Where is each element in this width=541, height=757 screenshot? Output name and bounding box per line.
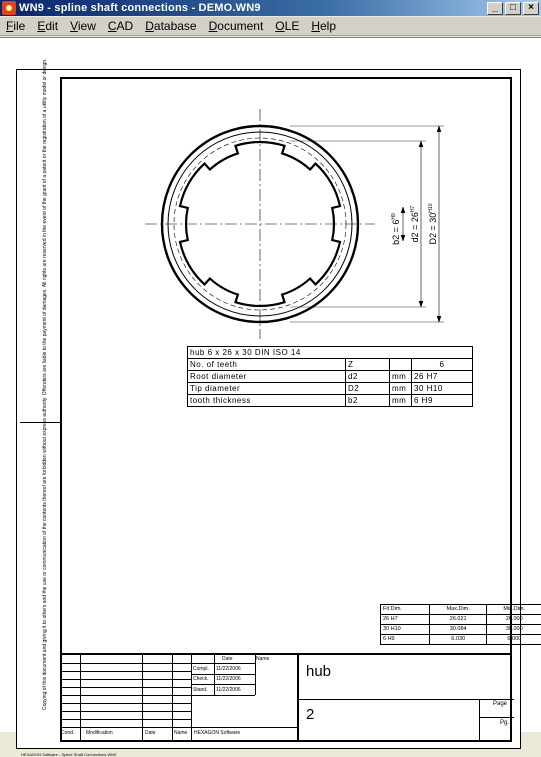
label-cond: Cond. (61, 730, 74, 736)
param-unit: mm (390, 383, 412, 395)
menu-view[interactable] (64, 19, 102, 33)
grid-line (479, 717, 514, 718)
menu-ole[interactable] (269, 19, 305, 33)
fit-header-row (381, 605, 541, 615)
fit-cell: 30.000 (487, 625, 541, 635)
menu-cad-key: C (108, 19, 117, 33)
close-button[interactable]: × (523, 2, 539, 15)
dim-line-d2-arrow-top (419, 141, 423, 147)
label-compl: Compl. (193, 666, 209, 672)
param-row (188, 371, 473, 383)
param-value: 6 H9 (412, 395, 473, 407)
menu-database[interactable] (139, 19, 202, 33)
dim-D2-tol: H10 (428, 203, 434, 212)
part-name: hub (306, 663, 331, 680)
label-modification: Modification (86, 730, 113, 736)
dim-line-b2-arrow-top (401, 207, 405, 213)
menu-document-key: D (209, 19, 218, 33)
grid-line (192, 663, 255, 664)
side-divider (20, 422, 60, 423)
dim-line-b2-arrow-bottom (401, 235, 405, 241)
menu-document[interactable] (203, 19, 270, 33)
fit-row (381, 635, 541, 645)
dim-D2-value: D2 = 30 (428, 213, 438, 245)
dim-d2-label (410, 205, 420, 242)
param-row (188, 395, 473, 407)
param-name: Tip diameter (188, 383, 346, 395)
compl-date: 11/22/2006 (216, 666, 241, 672)
menu-view-key: V (70, 19, 78, 33)
revision-grid (60, 655, 191, 740)
grid-line (192, 674, 255, 675)
dim-d2-tol: H7 (410, 205, 416, 212)
fit-cell: 30 H10 (381, 625, 430, 635)
grid-line (479, 699, 480, 740)
grid-line (214, 655, 215, 695)
fit-cell: 30.084 (429, 625, 487, 635)
param-table-title: hub 6 x 26 x 30 DIN ISO 14 (188, 347, 473, 359)
fit-row (381, 625, 541, 635)
param-value: 6 (412, 359, 473, 371)
app-icon[interactable] (2, 1, 16, 15)
fit-cell: 26 H7 (381, 615, 430, 625)
fit-cell: 26.000 (487, 615, 541, 625)
drawing-frame (60, 77, 512, 742)
dim-line-d2-arrow-bottom (419, 301, 423, 307)
parameter-table (187, 346, 473, 407)
param-unit: mm (390, 395, 412, 407)
page-label: Page (493, 701, 507, 707)
title-block (60, 653, 512, 738)
param-sym: d2 (346, 371, 390, 383)
fit-header: Fit Dim. (381, 605, 430, 615)
document-area[interactable] (0, 37, 541, 732)
grid-line (192, 695, 255, 696)
menu-edit-key: E (37, 19, 45, 33)
bottom-note: HEXAGON Software - Spline Shaft Connections WN9 (21, 752, 116, 757)
param-value: 26 H7 (412, 371, 473, 383)
menu-document-label: ocument (217, 19, 263, 33)
drawing-sheet (16, 69, 521, 749)
param-row (188, 359, 473, 371)
check-date: 11/22/2006 (216, 676, 241, 682)
menu-edit[interactable] (31, 19, 64, 33)
fit-cell: 6.000 (487, 635, 541, 645)
grid-line (299, 699, 514, 700)
menu-bar (0, 17, 541, 36)
param-value: 30 H10 (412, 383, 473, 395)
dim-D2-label (428, 203, 438, 244)
fit-header: Min.Dim. (487, 605, 541, 615)
menu-ole-key: O (275, 19, 284, 33)
label-check: Check. (193, 676, 209, 682)
param-name: No. of teeth (188, 359, 346, 371)
menu-help-key: H (311, 19, 320, 33)
fit-cell: 6 H9 (381, 635, 430, 645)
param-name: Root diameter (188, 371, 346, 383)
fit-cell: 26.021 (429, 615, 487, 625)
menu-help-label: elp (320, 19, 336, 33)
menu-edit-label: dit (45, 19, 58, 33)
label-date-header: Date (222, 656, 233, 662)
label-stand: Stand. (193, 687, 207, 693)
company-name: HEXAGON Software (194, 730, 240, 736)
maximize-button[interactable]: □ (505, 2, 521, 15)
grid-line (192, 684, 255, 685)
part-info-block (297, 655, 512, 740)
dim-d2-value: d2 = 26 (410, 212, 420, 242)
label-name-header: Name (256, 656, 269, 662)
dim-line-D2-arrow-bottom (437, 316, 441, 322)
title-bar[interactable] (0, 0, 541, 16)
label-name: Name (174, 730, 187, 736)
approval-block (191, 655, 297, 740)
window-title: WN9 - spline shaft connections - DEMO.WN9 (19, 2, 487, 14)
menu-cad-label: AD (117, 19, 134, 33)
menu-file[interactable] (0, 19, 31, 33)
param-sym: b2 (346, 395, 390, 407)
label-date: Date (145, 730, 156, 736)
pg-label: Pg. (500, 720, 509, 726)
dim-b2-value: b2 = 6 (391, 220, 401, 245)
grid-line (142, 655, 143, 740)
menu-database-label: atabase (154, 19, 197, 33)
fit-row (381, 615, 541, 625)
menu-ole-label: LE (285, 19, 300, 33)
param-sym: Z (346, 359, 390, 371)
dim-b2-label (391, 213, 401, 245)
fit-cell: 6.030 (429, 635, 487, 645)
side-note-text: Copying of this document and giving it to others and the use or communication of the contents thereof are forbidden without express authority. Offenders are liable to the payment of damages. All rights are reserved in the event of the grant of a patent or the registration of a utility model or design. (42, 520, 48, 710)
dim-line-D2-arrow-top (437, 126, 441, 132)
menu-help[interactable] (305, 19, 342, 33)
menu-database-key: D (145, 19, 154, 33)
param-sym: D2 (346, 383, 390, 395)
param-unit: mm (390, 371, 412, 383)
grid-line (80, 655, 81, 740)
param-name: tooth thickness (188, 395, 346, 407)
menu-file-key: F (6, 19, 13, 33)
stand-date: 11/22/2006 (216, 687, 241, 693)
menu-cad[interactable] (102, 19, 139, 33)
fit-dimension-table (380, 604, 541, 645)
grid-line (192, 727, 298, 728)
menu-file-label: ile (13, 19, 25, 33)
grid-line (172, 655, 173, 740)
param-row (188, 383, 473, 395)
fit-header: Max.Dim. (429, 605, 487, 615)
side-copyright-note (35, 540, 55, 690)
param-unit (390, 359, 412, 371)
minimize-button[interactable]: _ (487, 2, 503, 15)
part-number: 2 (306, 706, 314, 723)
dim-b2-tol: H9 (391, 213, 397, 220)
menu-view-label: iew (78, 19, 96, 33)
